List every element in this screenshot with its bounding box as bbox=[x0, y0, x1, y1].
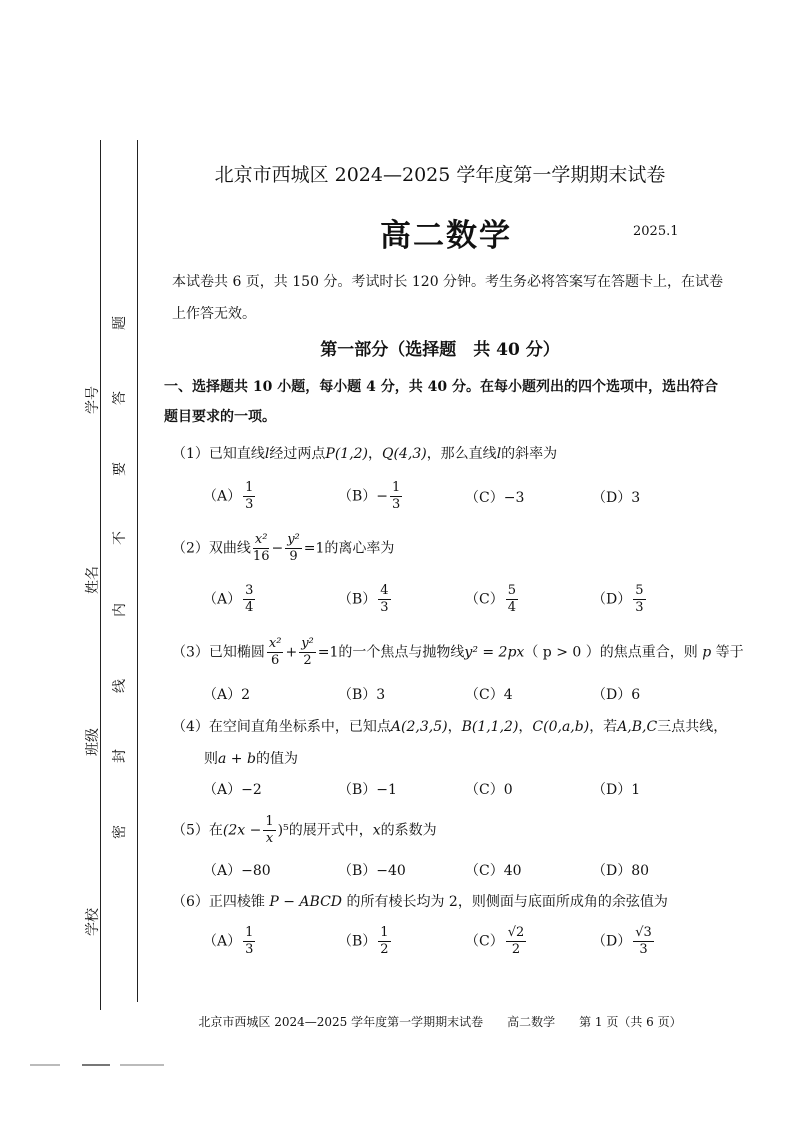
name-label: 姓名 bbox=[85, 566, 101, 594]
q6-option-c: （C） $\frac{√2}{2}$ bbox=[465, 925, 525, 957]
seal-char: 不 bbox=[112, 531, 128, 545]
question-6: （6）正四棱锥 P − ABCD 的所有棱长均为 2，则侧面与底面所成角的余弦值为 bbox=[172, 894, 668, 910]
q6-option-d: （D） $\frac{√3}{3}$ bbox=[592, 925, 652, 957]
student-id-label: 学号 bbox=[85, 386, 101, 414]
part-one-title: 第一部分（选择题 共 40 分） bbox=[320, 340, 560, 360]
q4-option-a: （A）−2 bbox=[203, 782, 262, 798]
q5-option-a: （A）−80 bbox=[203, 863, 271, 879]
q4-option-b: （B）−1 bbox=[338, 782, 397, 798]
q5-option-b: （B）−40 bbox=[338, 863, 406, 879]
seal-char: 封 bbox=[112, 749, 128, 763]
exam-date: 2025.1 bbox=[633, 224, 679, 239]
q6-option-b: （B） $\frac{1}{2}$ bbox=[338, 925, 389, 957]
q6-option-a: （A） $\frac{1}{3}$ bbox=[203, 925, 254, 957]
class-label: 班级 bbox=[85, 728, 101, 756]
question-4-line-1: （4）在空间直角坐标系中，已知点A(2,3,5)，B(1,1,2)，C(0,a,b)，若A,B,C三点共线， bbox=[172, 719, 728, 735]
q4-option-c: （C）0 bbox=[465, 782, 513, 798]
seal-char: 线 bbox=[112, 679, 128, 693]
page-footer: 北京市西城区 2024—2025 学年度第一学期期末试卷 高二数学 第 1 页（共 6 页） bbox=[198, 1015, 682, 1029]
question-2: （2）双曲线 $\frac{\text{x²}}{16}$ − $\frac{\text{y²}}{9}$ =1的离心率为 bbox=[172, 532, 395, 564]
question-4-line-2: 则a + b的值为 bbox=[204, 751, 298, 767]
section-instruction: 一、选择题共 10 小题，每小题 4 分，共 40 分。在每小题列出的四个选项中，选出符合题目要求的一项。 bbox=[164, 379, 718, 425]
seal-char: 内 bbox=[112, 603, 128, 617]
exam-instructions: 本试卷共 6 页，共 150 分。考试时长 120 分钟。考生务必将答案写在答题卡上，在试卷上作答无效。 bbox=[172, 274, 724, 322]
q1-option-a: （A） $\frac{1}{3}$ bbox=[203, 480, 254, 512]
q2-option-a: （A） $\frac{3}{4}$ bbox=[203, 583, 254, 615]
q5-option-c: （C）40 bbox=[465, 863, 522, 879]
q4-option-d: （D）1 bbox=[592, 782, 641, 798]
seal-char: 要 bbox=[112, 462, 128, 476]
q1-option-d: （D）3 bbox=[592, 490, 641, 506]
question-5: （5）在(2x − $\frac{1}{x}$ )⁵的展开式中，x的系数为 bbox=[172, 814, 437, 846]
q2-option-c: （C） $\frac{5}{4}$ bbox=[465, 583, 516, 615]
seal-char: 密 bbox=[112, 825, 128, 839]
q3-option-a: （A）2 bbox=[203, 687, 251, 703]
q3-option-d: （D）6 bbox=[592, 687, 641, 703]
q1-option-c: （C）−3 bbox=[465, 490, 525, 506]
subject-title: 高二数学 bbox=[380, 218, 512, 254]
seal-char: 答 bbox=[112, 391, 128, 405]
q3-option-c: （C）4 bbox=[465, 687, 513, 703]
question-1: （1）已知直线l经过两点P(1,2)，Q(4,3)，那么直线l的斜率为 bbox=[172, 446, 558, 462]
question-3: （3）已知椭圆 $\frac{\text{x²}}{6}$ + $\frac{\text{y²}}{2}$ =1的一个焦点与抛物线y² = 2px（ p > 0 ）的焦点重合，则 p 等于 bbox=[172, 636, 744, 668]
scan-smudge bbox=[82, 1064, 110, 1066]
q3-option-b: （B）3 bbox=[338, 687, 386, 703]
q2-option-b: （B） $\frac{4}{3}$ bbox=[338, 583, 389, 615]
q2-option-d: （D） $\frac{5}{3}$ bbox=[592, 583, 644, 615]
seal-char: 题 bbox=[112, 316, 128, 330]
q1-option-b: （B）− $\frac{1}{3}$ bbox=[338, 480, 401, 512]
scan-smudge bbox=[30, 1064, 60, 1066]
exam-title: 北京市西城区 2024—2025 学年度第一学期期末试卷 bbox=[214, 164, 666, 186]
school-label: 学校 bbox=[85, 908, 101, 936]
binding-line-inner bbox=[137, 140, 138, 1002]
scan-smudge bbox=[120, 1064, 164, 1066]
q5-option-d: （D）80 bbox=[592, 863, 650, 879]
